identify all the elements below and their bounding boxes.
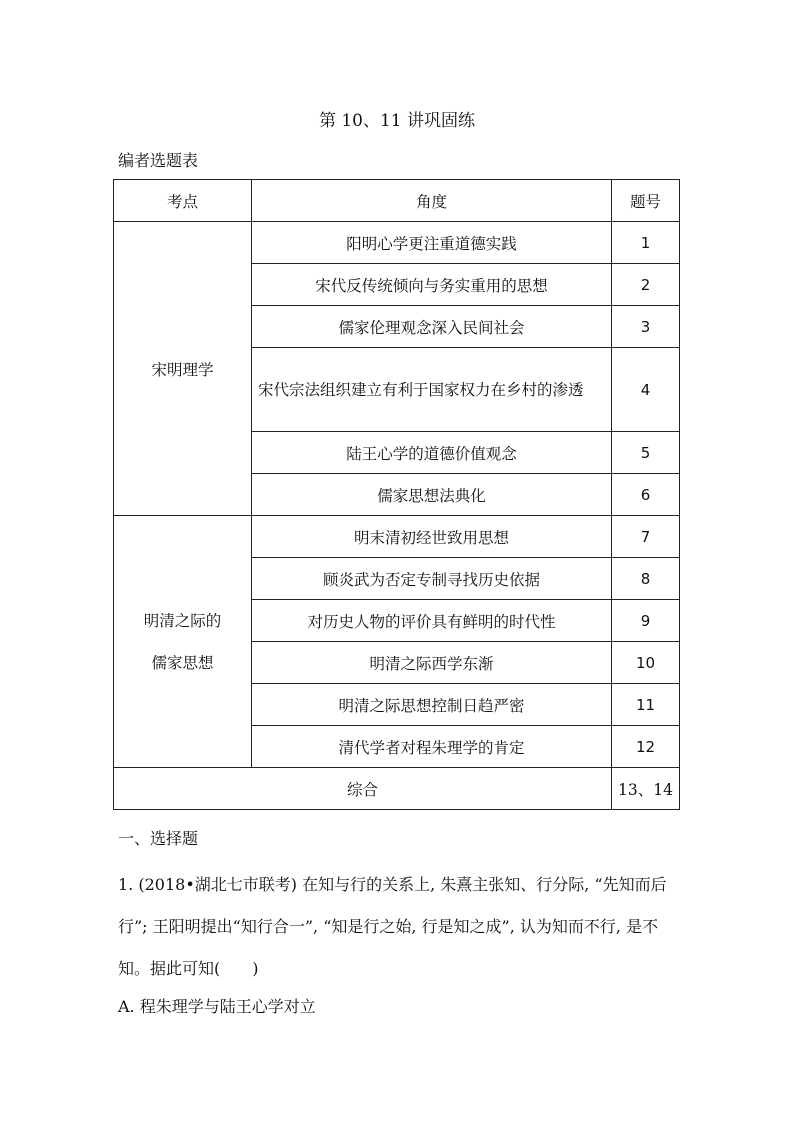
page-title: 第 10、11 讲巩固练 [318,111,476,131]
angle-cell: 阳明心学更注重道德实践 [252,222,612,264]
summary-label: 综合 [114,768,612,810]
number-cell: 7 [612,516,680,558]
angle-cell: 儒家伦理观念深入民间社会 [252,306,612,348]
question-1-stem: 1. (2018•湖北七市联考) 在知与行的关系上, 朱熹主张知、行分际, “先知而后行”; 王阳明提出“知行合一”, “知是行之始, 行是知之成”, 认为知而不行, 是不知。据此可知( ) [118,875,667,978]
topic-table [113,179,680,810]
table-row [114,222,680,264]
number-cell: 9 [612,600,680,642]
number-cell: 5 [612,432,680,474]
number-cell: 6 [612,474,680,516]
header-topic: 考点 [114,180,252,222]
table-header-row [114,180,680,222]
number-cell: 12 [612,726,680,768]
angle-cell: 明清之际思想控制日趋严密 [252,684,612,726]
angle-cell: 宋代宗法组织建立有利于国家权力在乡村的渗透 [252,348,612,432]
topic-line: 儒家思想 [151,653,214,672]
question-1-option-a: A. 程朱理学与陆王心学对立 [118,997,316,1016]
number-cell: 4 [612,348,680,432]
header-angle: 角度 [252,180,612,222]
angle-cell: 儒家思想法典化 [252,474,612,516]
number-cell: 2 [612,264,680,306]
angle-cell: 顾炎武为否定专制寻找历史依据 [252,558,612,600]
number-cell: 1 [612,222,680,264]
angle-cell: 对历史人物的评价具有鲜明的时代性 [252,600,612,642]
angle-cell: 清代学者对程朱理学的肯定 [252,726,612,768]
section-heading: 一、选择题 [118,829,199,848]
angle-cell: 明末清初经世致用思想 [252,516,612,558]
summary-row [114,768,680,810]
header-number: 题号 [612,180,680,222]
number-cell: 11 [612,684,680,726]
topic-line: 明清之际的 [143,611,222,630]
summary-number: 13、14 [612,768,680,810]
table-caption: 编者选题表 [118,151,199,170]
number-cell: 3 [612,306,680,348]
number-cell: 8 [612,558,680,600]
angle-cell: 宋代反传统倾向与务实重用的思想 [252,264,612,306]
table-row [114,516,680,558]
topic-cell: 宋明理学 [114,222,252,516]
angle-cell: 明清之际西学东渐 [252,642,612,684]
angle-cell: 陆王心学的道德价值观念 [252,432,612,474]
number-cell: 10 [612,642,680,684]
topic-cell [114,516,252,768]
